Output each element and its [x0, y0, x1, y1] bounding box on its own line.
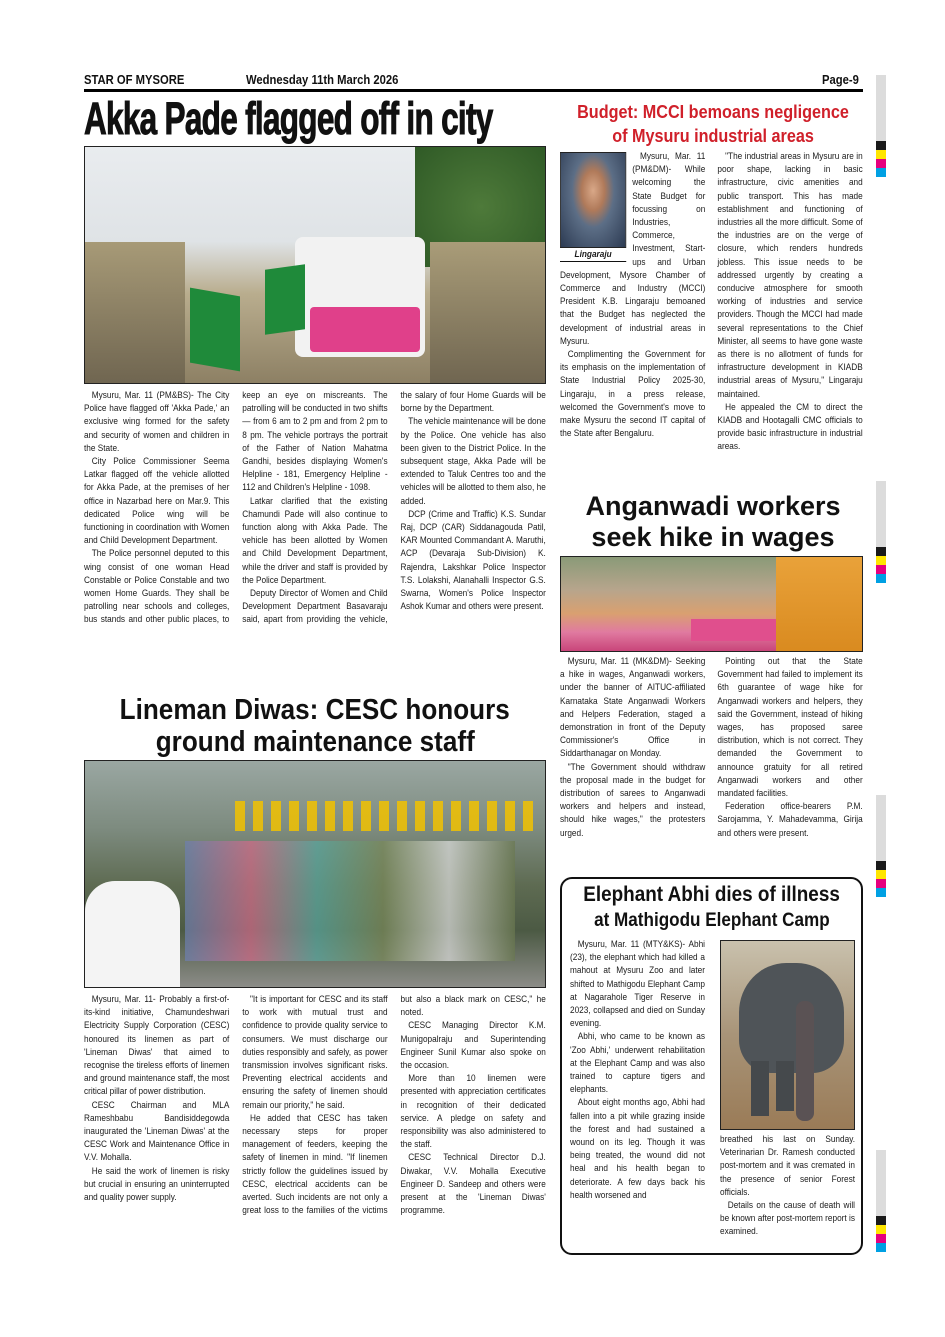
lingaraju-portrait [560, 152, 626, 248]
paragraph: About eight months ago, Abhi had fallen into a pit while grazing inside the forest and had sustained a wound on its leg. Though it was being treated, the wound did not heal and his health began to deteriorate. A few days back his health worsened and [570, 1097, 706, 1201]
paragraph: He added that CESC has taken necessary steps for proper management of feeders, keeping the safety of linemen in mind. "If linemen strictly follow the guidelines issued by CESC, electrical accidents can be averted. Such incidents are not only a great loss to the families of the victims but also a black mark on CESC," he noted. [242, 994, 546, 1217]
anganwadi-protest-photo [560, 556, 863, 652]
paragraph: Mysuru, Mar. 11 (MK&DM)- Seeking a hike in wages, Anganwadi workers, under the banner of AITUC-affiliated Karnataka State Anganwadi Workers and Helpers Federation, staged a demonstration in front of the Deputy Commissioner's Office in Siddarthanagar on Monday. [560, 656, 706, 760]
protesters [776, 557, 863, 652]
paragraph: Pointing out that the State Government had failed to implement its 6th guarantee of wage hike for Anganwadi workers and helpers, they said the Government, instead of hiking wages, has proposed saree distribution, which is not correct. They demanded the Government to announce gratuity for all retired Anganwadi workers and other mandated facilities. [717, 656, 863, 800]
anganwadi-headline [558, 491, 868, 553]
lineman-group-photo [84, 760, 546, 988]
white-car [85, 881, 180, 988]
vehicle-pink-panel [310, 307, 420, 352]
elephant-leg [751, 1061, 769, 1116]
color-registration-strip [876, 1150, 886, 1252]
paragraph: Deputy Director of Women and Child Development Department Basavaraju said, apart from providing the vehicle, the salary of four Home Guards will be borne by the Department. [242, 390, 546, 626]
paragraph: "The Government should withdraw the proposal made in the budget for distribution of sarees to Anganwadi workers and helpers and instead, should hike wages," the protesters urged. [560, 761, 706, 839]
paragraph: Mysuru, Mar. 11- Probably a first-of-its-kind initiative, Chamundeshwari Electricity Supply Corporation (CESC) honoured its linemen as part of 'Lineman Diwas' that aimed to recognise the tireless efforts of linemen and ground maintenance staff, the most critical pillar of power distribution. [84, 994, 230, 1098]
lineman-article-body [84, 993, 546, 1217]
photo-caption: Lingaraju [560, 248, 626, 262]
paragraph: Mysuru, Mar. 11 (MTY&KS)- Abhi (23), the elephant which had killed a mahout at Mysuru Zoo and later shifted to Mathigodu Elephant Camp at Nagarahole Tiger Reserve in 2023, collapsed and died on Sunday evening. [570, 939, 706, 1030]
elephant-abhi-photo [720, 940, 855, 1130]
lingaraju-photo-block [560, 152, 626, 262]
elephant-column-1 [570, 938, 705, 1202]
yellow-helmets [235, 801, 535, 831]
newspaper-name: STAR OF MYSORE [84, 73, 185, 87]
paragraph: DCP (Crime and Traffic) K.S. Sundar Raj, DCP (CAR) Siddanagouda Patil, KAR Mounted Commandant A. Maruthi, ACP (Devaraja Sub-Division) K. Rajendra, Lakshkar Police Inspector T.S. Lolakshi, Alanahalli Inspector G.S. Swarna, Women's Police Inspector Ashok Kumar and others were present. [400, 508, 546, 613]
budget-article-body [560, 150, 863, 454]
paragraph: He appealed the CM to direct the KIADB and Hootagalli CMC officials to provide basic infrastructure in industrial areas. [717, 401, 863, 453]
color-registration-strip [876, 481, 886, 583]
lineman-headline-line2: ground maintenance staff [155, 726, 475, 758]
green-flag [190, 288, 240, 372]
lineman-headline [80, 694, 550, 758]
elephant-headline-line2: at Mathigodu Elephant Camp [594, 910, 830, 931]
paragraph: He said the work of linemen is risky but crucial in ensuring an uninterrupted and quality power supply. [84, 1165, 230, 1204]
paragraph: "The industrial areas in Mysuru are in poor shape, lacking in basic infrastructure, civic amenities and public transport. This has made establishment and functioning of industries all the more difficult. Some of the industries are on the verge of closure, which renders hundreds jobless. This issue needs to be addressed urgently by creating a conducive atmosphere for smooth working of industries and service providers. Though the MCCI had made several representations to the Chief Minister, all seems to have gone waste as there is no allotment of funds for infrastructure development in KIADB industrial areas of Mysuru," Lingaraju maintained. [717, 151, 863, 400]
header-rule [84, 89, 863, 92]
anganwadi-headline-line1: Anganwadi workers [585, 491, 841, 521]
paragraph: Federation office-bearers P.M. Sarojamma, Y. Mahadevamma, Girija and others were present. [717, 801, 863, 839]
police-personnel [85, 242, 185, 384]
elephant-headline [562, 882, 862, 933]
issue-date: Wednesday 11th March 2026 [246, 73, 399, 87]
paragraph: Latkar clarified that the existing Chamundi Pade will also continue to function along with Akka Pade. The vehicle has been allotted by Women and Child Development Department, while the driver and staff is provided by the Police Department. [242, 495, 388, 586]
paragraph: Abhi, who came to be known as 'Zoo Abhi,' underwent rehabilitation at the Elephant Camp and was also trained to capture tigers and elephants. [570, 1031, 706, 1096]
elephant-trunk [796, 1001, 814, 1121]
group-of-people [185, 841, 515, 961]
paragraph: The vehicle maintenance will be done by the Police. One vehicle has also been given to the District Police. In the subsequent stage, Akka Pade will be extended to Taluk Centres too and the vehicles will be allotted to them also, he added. [400, 416, 546, 507]
paragraph: More than 10 linemen were presented with appreciation certificates in recognition of their dedicated service. A pledge on safety and responsibility was also administered to the staff. [400, 1073, 546, 1151]
paragraph: Mysuru, Mar. 11 (PM&DM)- While welcoming the State Budget for focussing on Industries, Commerce, Investment, Start-ups and Urban Development, Mysore Chamber of Commerce and Industry (MCCI) President K.B. Lingaraju bemoaned that the Budget has neglected the development of industrial areas in Mysuru. [560, 151, 706, 347]
paragraph: Mysuru, Mar. 11 (PM&BS)- The City Police have flagged off 'Akka Pade,' an exclusive wing formed for the safety and security of women and children in the State. [84, 390, 230, 454]
anganwadi-article-body [560, 655, 863, 840]
elephant-column-2 [720, 1133, 855, 1239]
paragraph: City Police Commissioner Seema Latkar flagged off the vehicle allotted for Akka Pade, at the premises of her office in Nazarbad here on Mar.9. This dedicated Police wing will be functioning in coordination with Women and Child Development Department. [84, 456, 230, 547]
elephant-leg [776, 1061, 794, 1111]
akka-headline: Akka Pade flagged off in city [84, 93, 493, 144]
color-registration-strip [876, 795, 886, 897]
elephant-headline-line1: Elephant Abhi dies of illness [583, 883, 841, 906]
paragraph: "It is important for CESC and its staff to work with mutual trust and confidence to provide quality service to consumers. We must discharge our duties responsibly and safely, as power transmission involves significant risks. Preventing electrical accidents and ensuring the safety of linemen should remain our priority," he said. [242, 994, 388, 1111]
page-number: Page-9 [822, 73, 859, 87]
akka-pade-vehicle-photo [84, 146, 546, 384]
akka-article-body [84, 389, 546, 627]
budget-headline [558, 100, 868, 148]
paragraph: The Police personnel deputed to this wing consist of one woman Head Constable or Police Constable and two women Home Guards. They shall be patrolling near schools and colleges, bus stands and other public places, to keep an eye on miscreants. The patrolling will be conducted in two shifts — from 6 am to 2 pm and from 2 pm to 8 pm. The vehicle portrays the portrait of the Father of Nation Mahatma Gandhi, besides displaying Women's Helpline - 181, Emergency Helpline - 112 and Children's Helpline - 1098. [84, 390, 388, 626]
paragraph: Complimenting the Government for its emphasis on the implementation of State Industrial Policy 2025-30, Lingaraju, in a press release, welcomed the Government's move to make Mysuru the second IT capital of the State after Bengaluru. [560, 349, 706, 440]
budget-headline-line2: of Mysuru industrial areas [612, 126, 814, 146]
elephant-body [739, 963, 844, 1073]
police-personnel [430, 242, 546, 384]
paragraph: Details on the cause of death will be known after post-mortem report is examined. [720, 1200, 856, 1238]
paragraph: breathed his last on Sunday. Veterinarian Dr. Ramesh conducted post-mortem and it was cremated in the presence of senior Forest officials. [720, 1134, 856, 1198]
green-flag [265, 264, 305, 335]
color-registration-strip [876, 75, 886, 177]
lineman-headline-line1: Lineman Diwas: CESC honours [119, 694, 511, 726]
paragraph: CESC Technical Director D.J. Diwakar, V.V. Mohalla Executive Engineer D. Sandeep and others were present at the 'Lineman Diwas' programme. [400, 1152, 546, 1217]
paragraph: CESC Chairman and MLA Rameshbabu Bandisiddegowda inaugurated the 'Lineman Diwas' at the CESC Work and Maintenance Office in V.V. Mohalla. [84, 1099, 230, 1164]
paragraph: CESC Managing Director K.M. Munigopalraju and Superintending Engineer Sunil Kumar also spoke on the occasion. [400, 1020, 546, 1072]
budget-headline-line1: Budget: MCCI bemoans negligence [577, 102, 849, 122]
anganwadi-headline-line2: seek hike in wages [591, 522, 835, 552]
